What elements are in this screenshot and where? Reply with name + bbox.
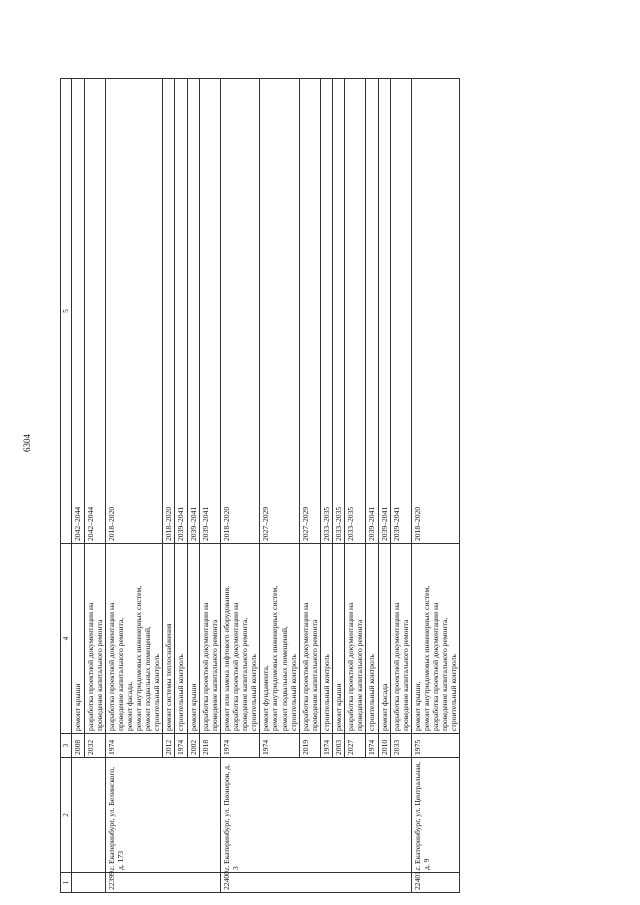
work-type-line: проведение капитального ремонта, bbox=[240, 617, 250, 731]
year-cell: 1974 bbox=[366, 734, 378, 758]
year-cell: 2032 bbox=[84, 734, 105, 758]
period-cell: 2039–2041 bbox=[187, 79, 199, 544]
work-types-cell bbox=[378, 544, 390, 734]
work-type-line: разработка проектной документации на bbox=[106, 602, 116, 731]
work-types-cell bbox=[321, 544, 333, 734]
work-type-line: ремонт подвальных помещений, bbox=[279, 626, 289, 731]
work-types-cell bbox=[163, 544, 175, 734]
work-types-cell bbox=[175, 544, 187, 734]
work-type-line: проведение капитального ремонта bbox=[400, 619, 410, 731]
work-type-line: проведение капитального ремонта bbox=[94, 619, 104, 731]
work-type-line: разработка проектной документации на bbox=[431, 602, 441, 731]
building-address: г. Екатеринбург, ул. Центральная, д. 9 bbox=[411, 758, 460, 873]
work-types-cell bbox=[72, 544, 84, 734]
work-types-cell bbox=[220, 544, 259, 734]
period-cell: 2039–2041 bbox=[199, 79, 220, 544]
work-type-line: строительный контроль bbox=[249, 654, 259, 731]
work-type-line: строительный контроль bbox=[152, 654, 162, 731]
work-types-cell bbox=[187, 544, 199, 734]
year-cell: 2003 bbox=[333, 734, 345, 758]
period-cell: 2042–2044 bbox=[84, 79, 105, 544]
period-cell: 2039–2041 bbox=[366, 79, 378, 544]
work-type-line: разработка проектной документации на bbox=[346, 602, 356, 731]
period-cell: 2033–2035 bbox=[321, 79, 333, 544]
header-col-4: 4 bbox=[61, 544, 72, 734]
work-types-cell bbox=[299, 544, 320, 734]
year-cell: 1974 bbox=[175, 734, 187, 758]
work-type-line: ремонт фасада bbox=[379, 683, 389, 731]
table-row bbox=[105, 79, 163, 893]
work-type-line: ремонт фундамента, bbox=[261, 665, 271, 731]
work-types-cell bbox=[260, 544, 299, 734]
period-cell: 2039–2041 bbox=[175, 79, 187, 544]
work-types-cell bbox=[105, 544, 163, 734]
item-number: 22400. bbox=[220, 873, 411, 893]
building-address: г. Екатеринбург, ул. Пионеров, д. 3 bbox=[220, 758, 411, 873]
period-cell: 2018–2020 bbox=[411, 79, 460, 544]
item-number: 22401. bbox=[411, 873, 460, 893]
work-type-line: разработка проектной документации на bbox=[231, 602, 241, 731]
period-cell: 2033–2035 bbox=[333, 79, 345, 544]
item-number bbox=[72, 873, 105, 893]
work-type-line: ремонт внутридомовых инженерных систем, bbox=[422, 585, 431, 731]
header-col-5: 5 bbox=[61, 79, 72, 544]
work-type-line: ремонт фасада, bbox=[124, 681, 134, 731]
work-type-line: ремонт крыши, bbox=[412, 681, 422, 731]
work-types-cell bbox=[199, 544, 220, 734]
work-type-line: строительный контроль bbox=[288, 654, 298, 731]
work-types-cell bbox=[345, 544, 366, 734]
work-type-line: ремонт крыши bbox=[188, 683, 198, 731]
year-cell: 1974 bbox=[105, 734, 163, 758]
year-cell: 2002 bbox=[187, 734, 199, 758]
period-cell: 2018–2020 bbox=[163, 79, 175, 544]
work-type-line: строительный контроль bbox=[322, 654, 332, 731]
work-types-cell bbox=[366, 544, 378, 734]
period-cell: 2018–2020 bbox=[105, 79, 163, 544]
work-type-line: разработка проектной документации на bbox=[391, 602, 401, 731]
header-row bbox=[61, 79, 72, 893]
work-type-line: проведение капитального ремонта, bbox=[440, 617, 450, 731]
building-address bbox=[72, 758, 105, 873]
year-cell: 1974 bbox=[220, 734, 259, 758]
period-cell: 2018–2020 bbox=[220, 79, 259, 544]
work-types-cell bbox=[84, 544, 105, 734]
work-type-line: строительный контроль bbox=[449, 654, 459, 731]
header-col-2: 2 bbox=[61, 758, 72, 873]
year-cell: 2019 bbox=[299, 734, 320, 758]
work-types-cell bbox=[390, 544, 411, 734]
period-cell: 2042–2044 bbox=[72, 79, 84, 544]
work-type-line: строительный контроль bbox=[176, 654, 186, 731]
work-type-line: ремонт крыши bbox=[334, 683, 344, 731]
page-number: 6304 bbox=[22, 434, 32, 452]
work-types-cell bbox=[333, 544, 345, 734]
table-row bbox=[220, 79, 259, 893]
work-type-line: строительный контроль bbox=[367, 654, 377, 731]
period-cell: 2027–2029 bbox=[260, 79, 299, 544]
work-type-line: ремонт или замена лифтового оборудования, bbox=[221, 586, 231, 731]
period-cell: 2027–2029 bbox=[299, 79, 320, 544]
year-cell: 1974 bbox=[321, 734, 333, 758]
work-type-line: ремонт крыши bbox=[73, 683, 83, 731]
work-type-line: проведение капитального ремонта, bbox=[115, 617, 125, 731]
table-row bbox=[411, 79, 460, 893]
year-cell: 1974 bbox=[260, 734, 299, 758]
building-address: г. Екатеринбург, ул. Белинского, д. 173 bbox=[105, 758, 220, 873]
header-col-3: 3 bbox=[61, 734, 72, 758]
work-type-line: разработка проектной документации на bbox=[200, 602, 210, 731]
table-body bbox=[72, 79, 460, 893]
work-type-line: разработка проектной документации на bbox=[85, 602, 95, 731]
work-type-line: ремонт системы теплоснабжения bbox=[164, 623, 174, 731]
year-cell: 2010 bbox=[378, 734, 390, 758]
year-cell: 1975 bbox=[411, 734, 460, 758]
year-cell: 2033 bbox=[390, 734, 411, 758]
work-type-line: ремонт внутридомовых инженерных систем, bbox=[134, 585, 144, 731]
period-cell: 2039–2041 bbox=[390, 79, 411, 544]
work-type-line: ремонт внутридомовых инженерных систем, bbox=[270, 585, 280, 731]
work-type-line: разработка проектной документации на bbox=[300, 602, 310, 731]
table-row bbox=[72, 79, 84, 893]
work-type-line: проведение капитального ремонта bbox=[209, 619, 219, 731]
work-type-line: проведение капитального ремонта bbox=[309, 619, 319, 731]
header-col-1: 1 bbox=[61, 873, 72, 893]
item-number: 22399. bbox=[105, 873, 220, 893]
repair-schedule-table bbox=[60, 78, 460, 893]
year-cell: 2018 bbox=[199, 734, 220, 758]
year-cell: 2012 bbox=[163, 734, 175, 758]
rotated-page bbox=[60, 79, 565, 893]
year-cell: 2027 bbox=[345, 734, 366, 758]
period-cell: 2039–2041 bbox=[378, 79, 390, 544]
work-type-line: ремонт подвальных помещений, bbox=[143, 626, 153, 731]
work-types-cell bbox=[411, 544, 460, 734]
year-cell: 2008 bbox=[72, 734, 84, 758]
period-cell: 2033–2035 bbox=[345, 79, 366, 544]
work-type-line: проведение капитального ремонта bbox=[355, 619, 365, 731]
